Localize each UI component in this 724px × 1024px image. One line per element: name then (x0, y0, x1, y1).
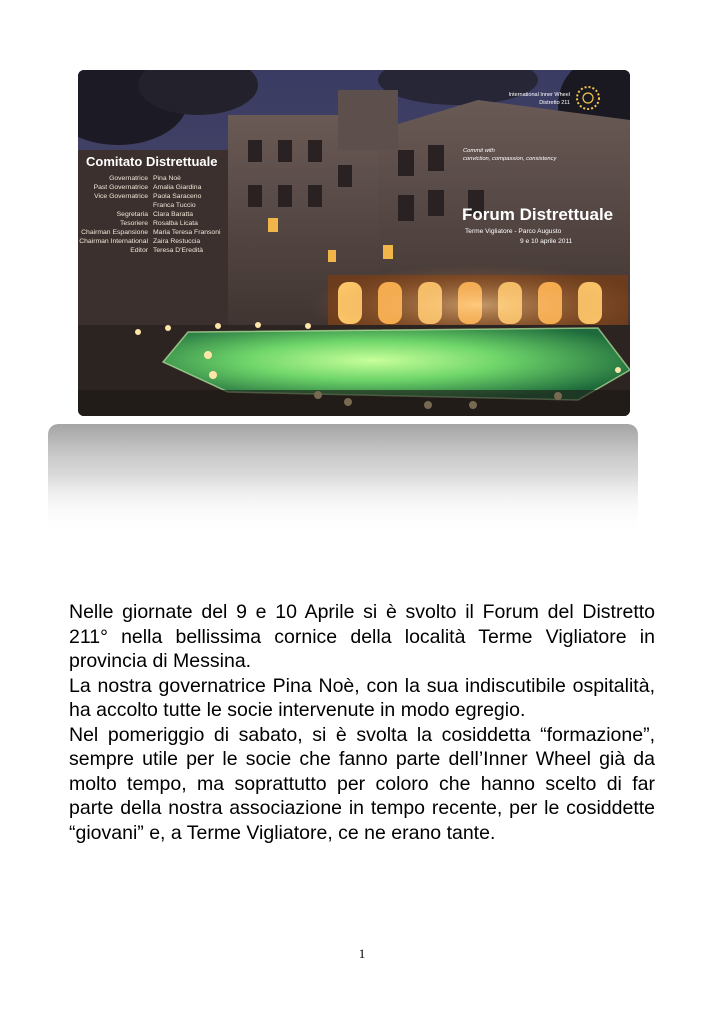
committee-member: Amalia Giardina (153, 184, 202, 191)
event-dates: 9 e 10 aprile 2011 (520, 238, 573, 245)
paragraph: Nelle giornate del 9 e 10 Aprile si è svolto il Forum del Distretto 211° nella bellissima cornice della località Terme Vigliatore in provincia di Messina. (69, 601, 655, 672)
article-body (69, 600, 655, 845)
committee-member: Rosalba Licata (153, 220, 198, 227)
committee-member: Clara Baratta (153, 211, 194, 218)
event-location: Terme Vigliatore - Parco Augusto (465, 228, 562, 235)
committee-member: Zaira Restuccia (153, 238, 201, 245)
forum-poster-photo (78, 70, 630, 416)
page-number: 1 (358, 946, 366, 961)
paragraph: Nel pomeriggio di sabato, si è svolta la cosiddetta “formazione”, sempre utile per le socie che fanno parte dell’Inner Wheel già da molto tempo, ma soprattutto per coloro che hanno scelto di far parte della nostra associazione in tempo recente, per le cosiddette “giovani” e, a Terme Vigliatore, ce ne erano tante. (69, 723, 655, 844)
committee-role: Governatrice (109, 175, 148, 182)
committee-role: Editor (130, 247, 148, 254)
photo-reflection (48, 424, 638, 536)
committee-role: Past Governatrice (93, 184, 148, 191)
committee-role: Chairman International (79, 238, 148, 245)
committee-role: Tesoriere (120, 220, 148, 227)
committee-role: Segretaria (116, 211, 148, 218)
motto-line-1: Commit with (463, 148, 495, 154)
committee-title: Comitato Distrettuale (86, 154, 218, 169)
committee-member: Teresa D'Eredità (153, 247, 204, 254)
motto-line-2: conviction, compassion, consistency (463, 156, 557, 162)
committee-member: Paola Saraceno (153, 193, 202, 200)
committee-member: Pina Noè (153, 175, 181, 182)
committee-member: Maria Teresa Fransoni (153, 229, 221, 236)
logo-line-2: Distretto 211 (539, 100, 570, 106)
logo-line-1: International Inner Wheel (508, 92, 570, 98)
paragraph: La nostra governatrice Pina Noè, con la sua indiscutibile ospitalità, ha accolto tutte le socie intervenute in modo egregio. (69, 674, 655, 721)
committee-role: Vice Governatrice (94, 193, 148, 200)
committee-member: Franca Tuccio (153, 202, 196, 209)
pool (163, 328, 630, 400)
committee-role: Chairman Espansione (81, 229, 148, 236)
event-title: Forum Distrettuale (462, 205, 614, 224)
